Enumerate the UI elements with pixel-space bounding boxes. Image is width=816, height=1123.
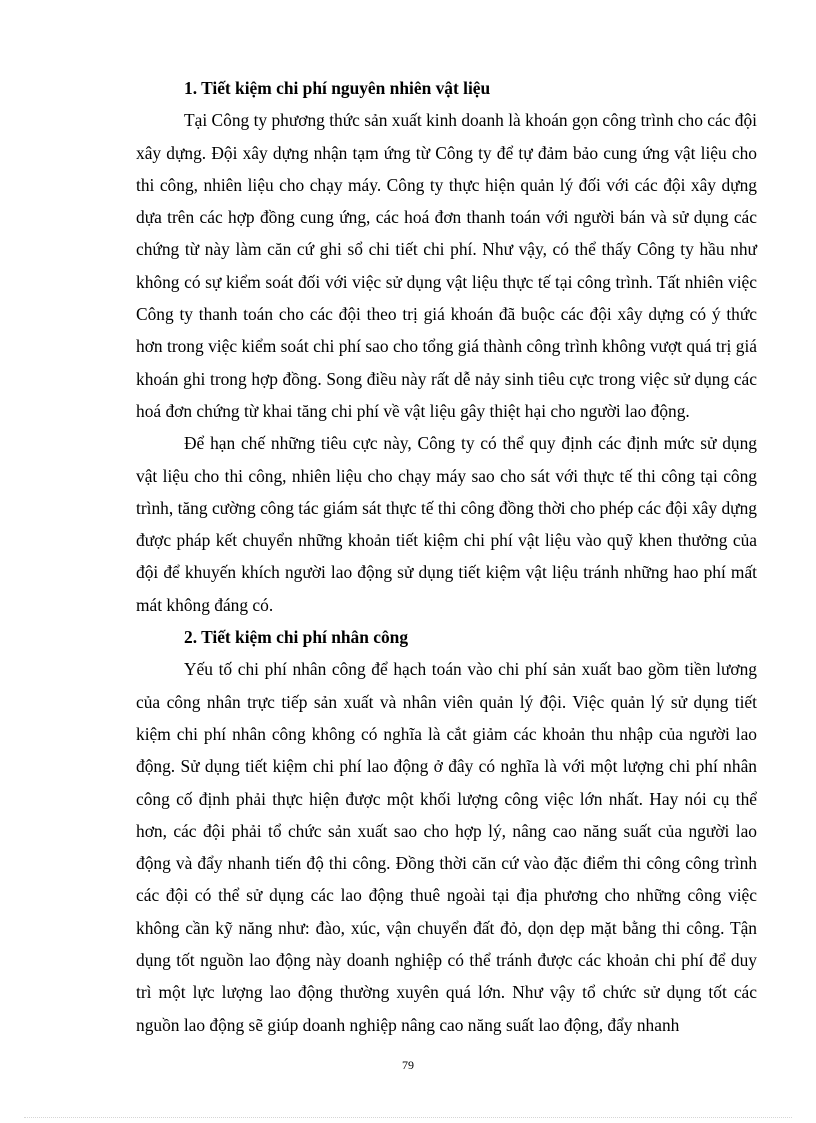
section-heading: 2. Tiết kiệm chi phí nhân công [184,627,409,648]
section-heading: 1. Tiết kiệm chi phí nguyên nhiên vật liệu [184,78,491,98]
page-bottom-divider [24,1117,792,1118]
paragraph: Để hạn chế những tiêu cực này, Công ty có thể quy định các định mức sử dụng vật liệu cho thi công, nhiên liệu cho chạy máy sao cho sát với thực tế thi công tại công trình, tăng cường công tác giám sát thực tế thi công đồng thời cho phép các đội xây dựng được pháp kết chuyển những khoản tiết kiệm chi phí vật liệu vào quỹ khen thưởng của đội để khuyến khích người lao động sử dụng tiết kiệm vật liệu tránh những hao phí mất mát không đáng có. [136,433,757,615]
paragraph: Yếu tố chi phí nhân công để hạch toán vào chi phí sản xuất bao gồm tiền lương của công nhân trực tiếp sản xuất và nhân viên quản lý đội. Việc quản lý sử dụng tiết kiệm chi phí nhân công không có nghĩa là cắt giảm các khoản thu nhập của người lao động. Sử dụng tiết kiệm chi phí lao động ở đây có nghĩa là với một lượng chi phí nhân công cố định phải thực hiện được một khối lượng công việc lớn nhất. Hay nói cụ thể hơn, các đội phải tổ chức sản xuất sao cho hợp lý, nâng cao năng suất của người lao động và đẩy nhanh tiến độ thi công. Đồng thời căn cứ vào đặc điểm thi công công trình các đội có thể sử dụng các lao động thuê ngoài tại địa phương cho những công việc không cần kỹ năng như: đào, xúc, vận chuyển đất đỏ, dọn dẹp mặt bằng thi công. Tận dụng tốt nguồn lao động này doanh nghiệp có thể tránh được các khoản chi phí để duy trì một lực lượng lao động thường xuyên quá lớn. Như vậy tổ chức sử dụng tốt các nguồn lao động sẽ giúp doanh nghiệp nâng cao năng suất lao động, đẩy nhanh [136,659,757,1035]
page-number: 79 [402,1058,414,1072]
document-body [136,72,757,1041]
paragraph: Tại Công ty phương thức sản xuất kinh doanh là khoán gọn công trình cho các đội xây dựng. Đội xây dựng nhận tạm ứng từ Công ty để tự đảm bảo cung ứng vật liệu cho thi công, nhiên liệu cho chạy máy. Công ty thực hiện quản lý đối với các đội xây dựng dựa trên các hợp đồng cung ứng, các hoá đơn thanh toán với người bán và sử dụng các chứng từ này làm căn cứ ghi sổ chi tiết chi phí. Như vậy, có thể thấy Công ty hầu như không có sự kiểm soát đối với việc sử dụng vật liệu thực tế tại công trình. Tất nhiên việc Công ty thanh toán cho các đội theo trị giá khoán đã buộc các đội xây dựng có ý thức hơn trong việc kiểm soát chi phí sao cho tổng giá thành công trình không vượt quá trị giá khoán ghi trong hợp đồng. Song điều này rất dễ nảy sinh tiêu cực trong việc sử dụng các hoá đơn chứng từ khai tăng chi phí về vật liệu gây thiệt hại cho người lao động. [136,110,757,421]
